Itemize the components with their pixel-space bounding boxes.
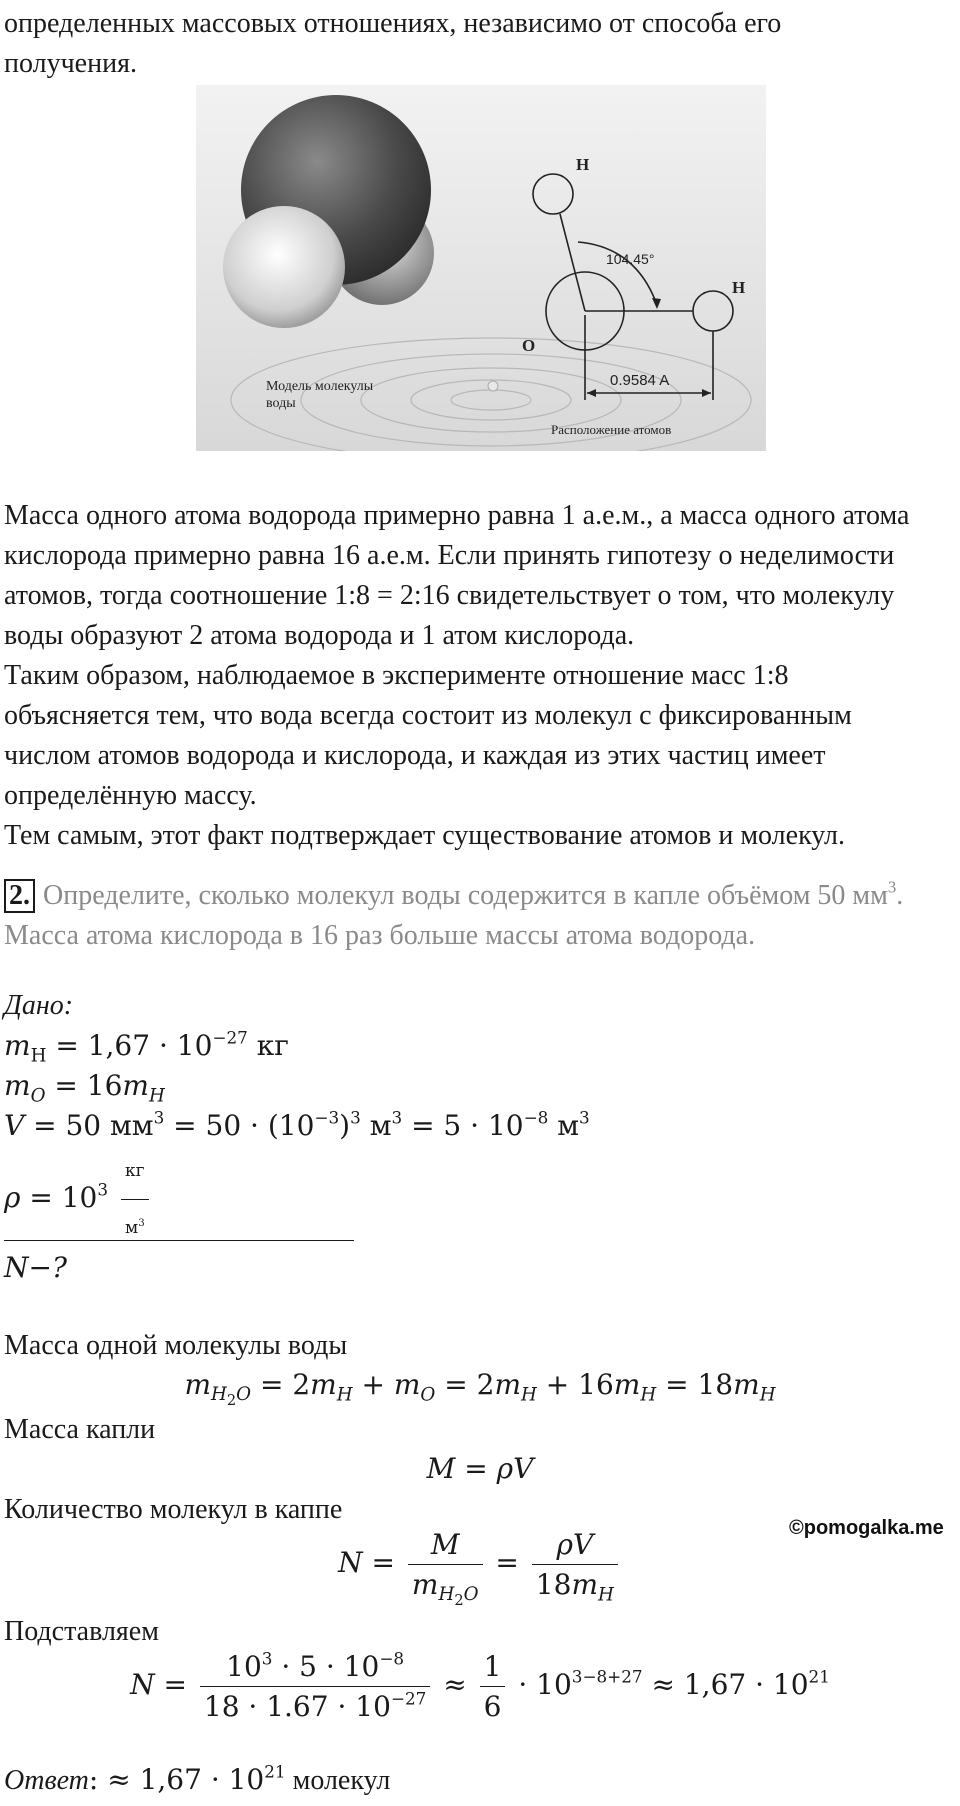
water-drop-icon bbox=[488, 381, 498, 391]
task-number: 2. bbox=[4, 879, 35, 913]
given-density: $\rho = 10^3$ $\frac{кг}{м^3}$ bbox=[4, 1146, 153, 1253]
given-volume: V = 50 $мм^3 = 50 \cdot (10^{-3})^3$ $м^3 = 5 \cdot 10^{-8}$ $м^3$ bbox=[4, 1107, 590, 1142]
paragraph-line-6: объясняется тем, что вода всегда состоит из молекул с фиксированным bbox=[4, 700, 852, 731]
answer-value: : ≈ $1,67 \cdot 10^{21}$ bbox=[88, 1761, 286, 1796]
drop-mass-label: Масса капли bbox=[4, 1414, 156, 1445]
molecule-mass-formula: $m_{H_2O} = 2m_H + m_O = 2m_H + 16m_H = 18m_H$ bbox=[184, 1368, 776, 1410]
model-label-2: воды bbox=[266, 396, 296, 411]
paragraph-line-7: числом атомов водорода и кислорода, и каждая из этих частиц имеет bbox=[4, 740, 826, 771]
atom-h2-label: H bbox=[732, 278, 746, 297]
paragraph-line-5: Таким образом, наблюдаемое в эксперименте отношение масс 1:8 bbox=[4, 660, 789, 691]
given-title: Дано: bbox=[4, 990, 74, 1021]
atom-o-label: O bbox=[522, 336, 536, 355]
task-text-1-end: . bbox=[896, 880, 904, 911]
water-molecule-figure bbox=[196, 85, 766, 451]
intro-line-1: определенных массовых отношениях, независимо от способа его bbox=[4, 8, 782, 39]
drop-mass-formula: M = ρV bbox=[426, 1452, 534, 1485]
count-label: Количество молекул в каппе bbox=[4, 1494, 343, 1525]
intro-line-2: получения. bbox=[4, 48, 137, 79]
paragraph-line-9: Тем самым, этот факт подтверждает существование атомов и молекул. bbox=[4, 820, 846, 851]
model-label-1: Модель молекулы bbox=[266, 379, 374, 394]
task-line-1 bbox=[4, 876, 903, 916]
watermark: ©pomogalka.me bbox=[789, 1517, 944, 1539]
paragraph-line-4: воды образуют 2 атома водорода и 1 атом кислорода. bbox=[4, 620, 635, 651]
paragraph-line-3: атомов, тогда соотношение 1:8 = 2:16 свидетельствует о том, что молекулу bbox=[4, 580, 895, 611]
molecule-mass-label: Масса одной молекулы воды bbox=[4, 1330, 348, 1361]
substitute-label: Подставляем bbox=[4, 1616, 159, 1647]
hydrogen-sphere-front bbox=[223, 206, 345, 328]
task-line-2: Масса атома кислорода в 16 раз больше массы атома водорода. bbox=[4, 920, 756, 951]
bond-length-label: 0.9584 A bbox=[610, 372, 670, 389]
arrangement-label: Расположение атомов bbox=[551, 422, 672, 437]
paragraph-line-2: кислорода примерно равна 16 а.е.м. Если принять гипотезу о неделимости bbox=[4, 540, 895, 571]
atom-h1-label: H bbox=[576, 155, 590, 174]
substitute-formula: N = $\frac{10^3 \cdot 5 \cdot 10^{-8}}{18 \cdot 1.67 \cdot 10^{-27}}$ ≈ $\frac{1}{6}$ · $10^{3-8+27} \approx 1,67 \cdot 10^{21}$ bbox=[130, 1648, 830, 1723]
given-mass-h: $m_H = 1,67 \cdot 10^{-27}$ кг bbox=[4, 1027, 289, 1067]
given-divider bbox=[4, 1240, 354, 1241]
answer-line bbox=[4, 1760, 390, 1801]
answer-label: Ответ bbox=[4, 1765, 89, 1796]
given-mass-o: $m_O = 16m_H$ bbox=[4, 1069, 165, 1107]
task-text-1-sup: 3 bbox=[887, 877, 897, 897]
paragraph-line-1: Масса одного атома водорода примерно равна 1 а.е.м., а масса одного атома bbox=[4, 500, 910, 531]
angle-label: 104.45° bbox=[606, 251, 655, 267]
task-text-1: Определите, сколько молекул воды содержится в капле объёмом 50 мм bbox=[43, 880, 888, 911]
count-formula: N = $\frac{M}{m_{H_2O}}$ = $\frac{\rho V}{18m_H}$ bbox=[0, 1528, 960, 1618]
answer-unit: молекул bbox=[292, 1765, 391, 1796]
paragraph-line-8: определённую массу. bbox=[4, 780, 257, 811]
given-find: N−? bbox=[4, 1251, 67, 1284]
